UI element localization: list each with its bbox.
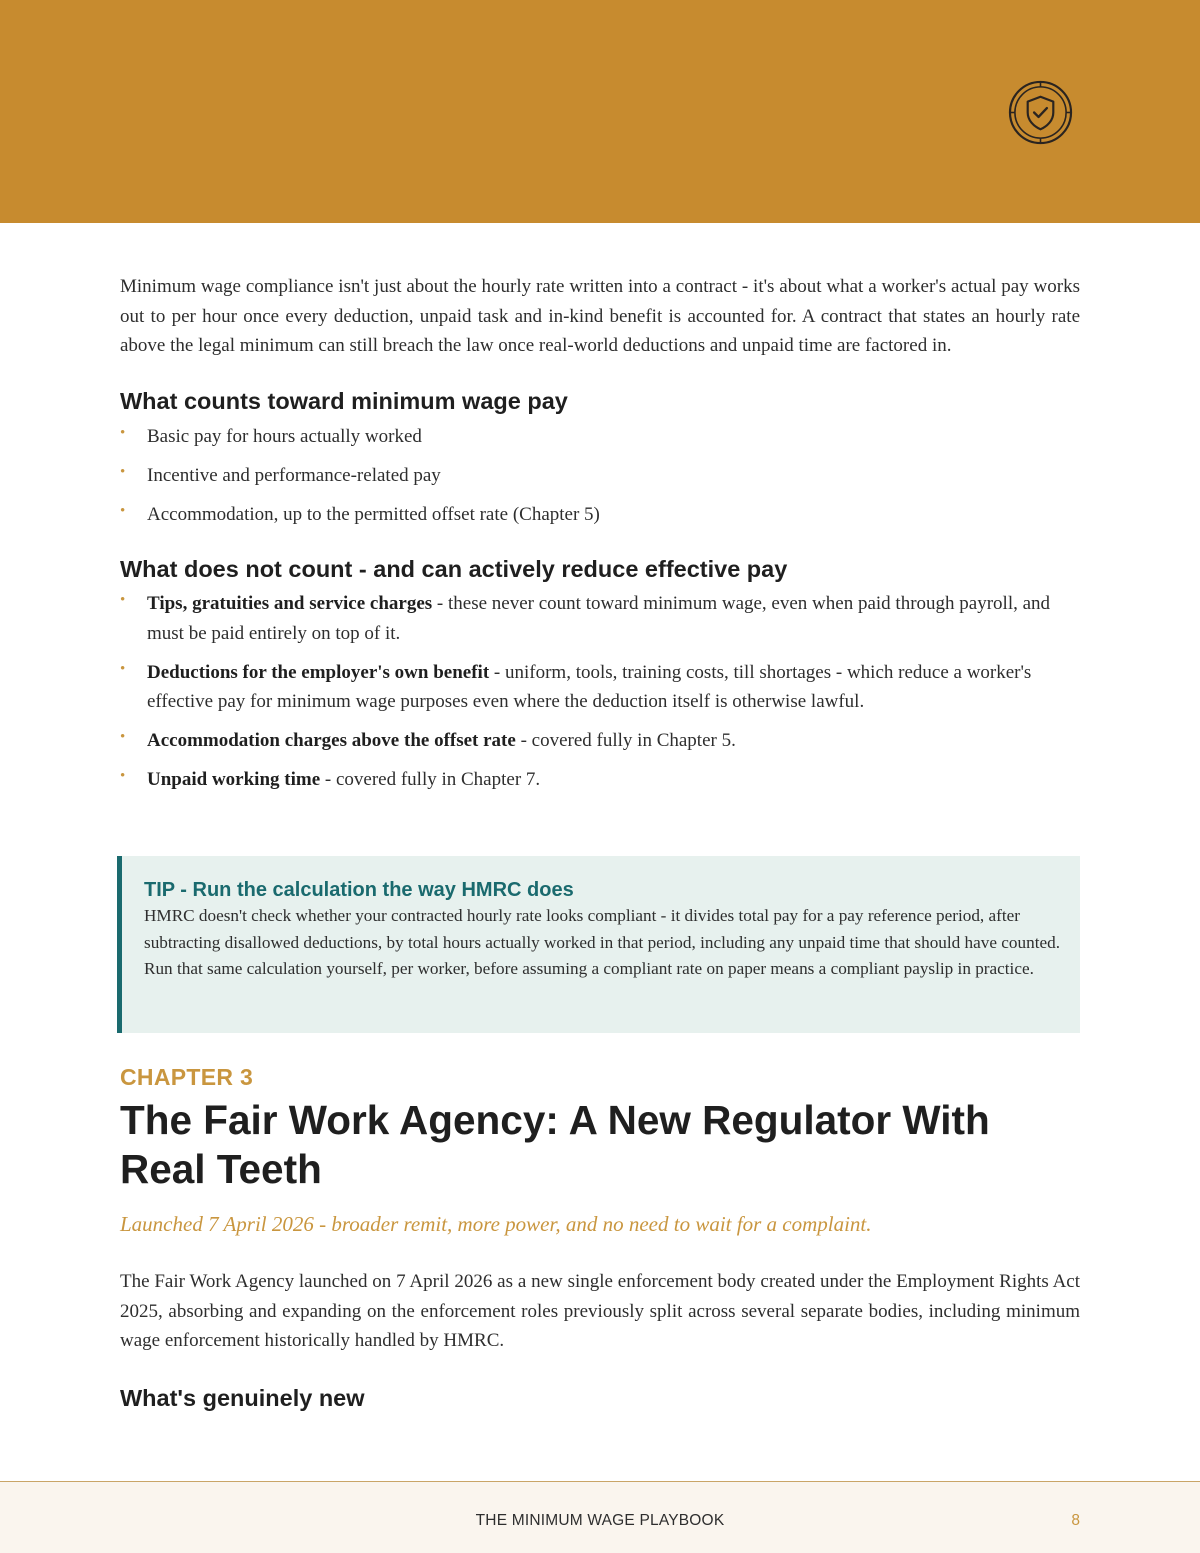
header-band [0, 0, 1200, 223]
list-item: • Accommodation, up to the permitted offset rate (Chapter 5) [120, 500, 1080, 530]
list-item: • Accommodation charges above the offset rate - covered fully in Chapter 5. [120, 726, 1080, 756]
main-content [120, 272, 1080, 795]
not-counts-list [120, 589, 1080, 795]
tip-box [117, 856, 1080, 1033]
chapter-title: The Fair Work Agency: A New Regulator With Real Teeth [120, 1097, 990, 1192]
list-item: • Basic pay for hours actually worked [120, 422, 1080, 452]
shield-check-icon [1008, 80, 1073, 145]
footer-title: THE MINIMUM WAGE PLAYBOOK [475, 1512, 725, 1529]
list-item: • Unpaid working time - covered fully in Chapter 7. [120, 765, 1080, 795]
whats-new-heading: What's genuinely new [120, 1384, 365, 1411]
bullet-icon: • [120, 729, 126, 745]
bullet-icon: • [120, 660, 126, 677]
counts-list [120, 422, 1080, 530]
bullet-icon: • [120, 768, 126, 784]
intro-paragraph: Minimum wage compliance isn't just about the hourly rate written into a contract - it's about what a worker's actual pay works out to per hour once every deduction, unpaid task and in-kind benefit is accounted for. A contract that states an hourly rate above the legal minimum can still breach the law once real-world deductions and unpaid time are factored in. [120, 276, 1080, 356]
chapter-subtitle: Launched 7 April 2026 - broader remit, more power, and no need to wait for a complaint. [120, 1212, 872, 1236]
tip-title: TIP - Run the calculation the way HMRC does [144, 879, 574, 901]
bullet-icon: • [120, 463, 126, 480]
list-item: • Incentive and performance-related pay [120, 461, 1080, 491]
bullet-icon: • [120, 502, 126, 519]
tip-body: HMRC doesn't check whether your contracted hourly rate looks compliant - it divides total pay for a pay reference period, after subtracting disallowed deductions, by total hours actually worked in that period, including any unpaid time that should have counted. Run that same calculation yourself, per worker, before assuming a compliant rate on paper means a compliant payslip in practice. [144, 906, 1060, 978]
list-item: • Deductions for the employer's own benefit - uniform, tools, training costs, till shortages - which reduce a worker's effective pay for minimum wage purposes even where the deduction itself is otherwise lawful. [120, 658, 1080, 717]
counts-heading: What counts toward minimum wage pay [120, 387, 568, 414]
list-item: • Tips, gratuities and service charges - these never count toward minimum wage, even when paid through payroll, and must be paid entirely on top of it. [120, 589, 1080, 648]
not-counts-heading: What does not count - and can actively reduce effective pay [120, 556, 788, 582]
bullet-icon: • [120, 424, 126, 441]
chapter-body-paragraph: The Fair Work Agency launched on 7 April 2026 as a new single enforcement body created under the Employment Rights Act 2025, absorbing and expanding on the enforcement roles previously split across several separate bodies, including minimum wage enforcement historically handled by HMRC. [120, 1271, 1080, 1351]
footer [0, 1481, 1200, 1553]
chapter-label: CHAPTER 3 [120, 1064, 254, 1090]
bullet-icon: • [120, 592, 126, 608]
chapter-content [120, 1267, 1080, 1413]
page-number: 8 [1071, 1512, 1080, 1529]
